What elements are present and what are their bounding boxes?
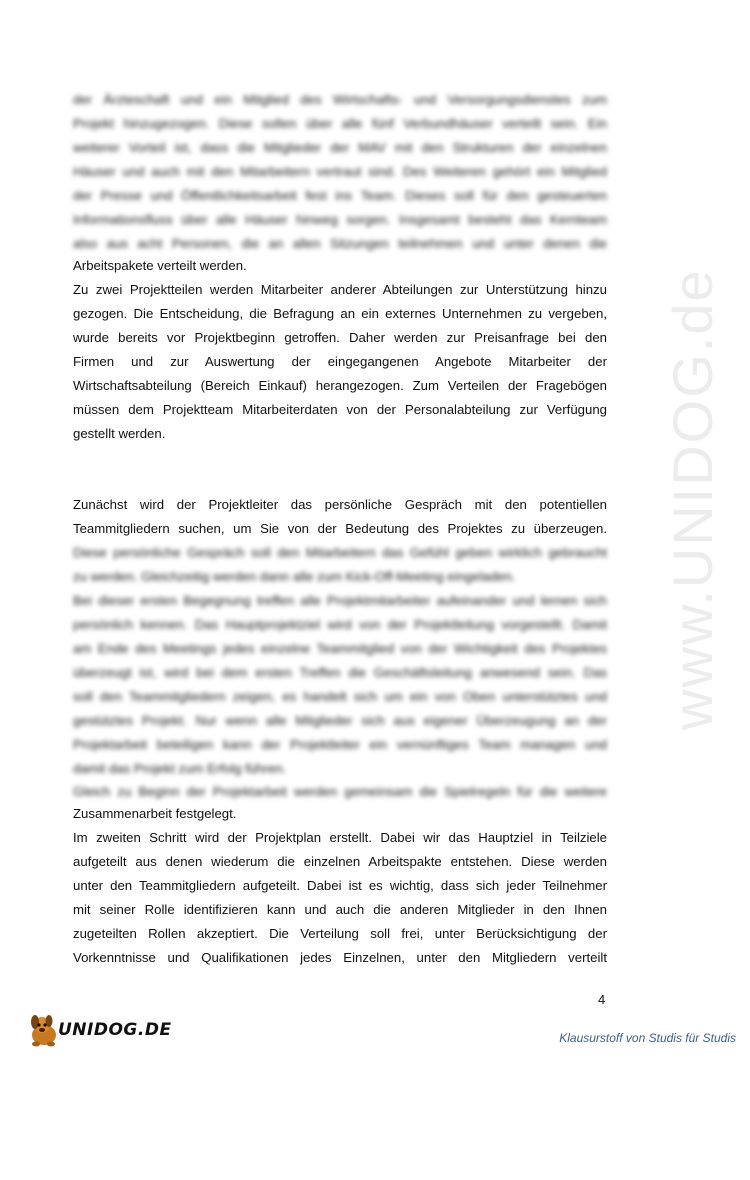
text-line: wurde bereits vor Projektbeginn getroffen. Daher werden zur Preisanfrage bei den bbox=[73, 330, 607, 345]
text-line: zu werden. Gleichzeitig werden dann alle zum Kick-Off-Meeting eingeladen. bbox=[73, 569, 516, 584]
text-line: Häuser und auch mit den Mitarbeitern vertraut sind. Des Weiteren gehört ein Mitglied bbox=[73, 164, 607, 179]
text-line: zugeteilten Rollen akzeptiert. Die Verteilung soll frei, unter Berücksichtigung der bbox=[73, 926, 607, 941]
text-line: unter den Teammitgliedern aufgeteilt. Dabei ist es wichtig, dass sich jeder Teilnehmer bbox=[73, 878, 607, 893]
text-line: Wirtschaftsabteilung (Bereich Einkauf) herangezogen. Zum Verteilen der Fragebögen bbox=[73, 378, 607, 393]
text-line: Teammitgliedern suchen, um Sie von der Bedeutung des Projektes zu überzeugen. bbox=[73, 521, 607, 536]
text-line: weiterer Vorteil ist, dass die Mitglieder der MAV mit den Strukturen der einzelnen bbox=[73, 140, 607, 155]
text-line: Im zweiten Schritt wird der Projektplan erstellt. Dabei wir das Hauptziel in Teilziele bbox=[73, 830, 607, 845]
text-line: Zunächst wird der Projektleiter das persönliche Gespräch mit den potentiellen bbox=[73, 497, 607, 512]
watermark-text: www.UNIDOG.de bbox=[661, 268, 724, 730]
page-number: 4 bbox=[598, 992, 606, 1007]
text-line: Vorkenntnisse und Qualifikationen jedes Einzelnen, unter den Mitgliedern verteilt bbox=[73, 950, 607, 965]
text-line: müssen dem Projektteam Mitarbeiterdaten von der Personalabteilung zur Verfügung bbox=[73, 402, 607, 417]
text-line: Firmen und zur Auswertung der eingegangenen Angebote Mitarbeiter der bbox=[73, 354, 607, 369]
text-line: also aus acht Personen, die an allen Sitzungen teilnehmen und unter denen die bbox=[73, 236, 607, 251]
text-line: Zusammenarbeit festgelegt. bbox=[73, 806, 237, 821]
text-line: gestellt werden. bbox=[73, 426, 166, 441]
text-line: Gleich zu Beginn der Projektarbeit werden gemeinsam die Spielregeln für die weitere bbox=[73, 784, 607, 799]
text-line: der Presse und Öffentlichkeitsarbeit fest ins Team. Dieses soll für den gesteuerten bbox=[73, 188, 607, 203]
text-line: soll den Teammitgliedern zeigen, es handelt sich um ein von Oben unterstütztes und bbox=[73, 689, 607, 704]
text-line: der Ärzteschaft und ein Mitglied des Wirtschafts- und Versorgungsdienstes zum bbox=[73, 92, 607, 107]
text-line: Diese persönliche Gespräch soll den Mitarbeitern das Gefühl geben wirklich gebraucht bbox=[73, 545, 607, 560]
text-line: Informationsfluss über alle Häuser hinweg sorgen. Insgesamt besteht das Kernteam bbox=[73, 212, 607, 227]
text-line: mit seiner Rolle identifizieren kann und auch die anderen Mitglieder in den Ihnen bbox=[73, 902, 607, 917]
text-line: gestütztes Projekt. Nur wenn alle Mitglieder sich aus eigener Überzeugung an der bbox=[73, 713, 607, 728]
text-line: gezogen. Die Entscheidung, die Befragung an ein externes Unternehmen zu vergeben, bbox=[73, 306, 607, 321]
text-line: Projekt hinzugezogen. Diese sollen über alle fünf Verbundhäuser verteilt sein. Ein bbox=[73, 116, 607, 131]
logo-text: UNIDOG.DE bbox=[58, 1020, 172, 1040]
text-line: überzeugt ist, wird bei dem ersten Treffen die Geschäftsleitung anwesend sein. Das bbox=[73, 665, 607, 680]
text-line: Projektarbeit beteiligen kann der Projektleiter ein vernünftiges Team managen und bbox=[73, 737, 607, 752]
text-line: Arbeitspakete verteilt werden. bbox=[73, 258, 247, 273]
text-line: persönlich kennen. Das Hauptprojektziel wird von der Projektleitung vorgestellt. Damit bbox=[73, 617, 607, 632]
text-line: aufgeteilt aus denen wiederum die einzelnen Arbeitspakte entstehen. Diese werden bbox=[73, 854, 607, 869]
text-line: am Ende des Meetings jedes einzelne Teammitglied von der Wichtigkeit des Projektes bbox=[73, 641, 607, 656]
footer-slogan: Klausurstoff von Studis für Studis bbox=[559, 1031, 736, 1045]
watermark bbox=[660, 268, 724, 1180]
text-line: Zu zwei Projektteilen werden Mitarbeiter anderer Abteilungen zur Unterstützung hinzu bbox=[73, 282, 607, 297]
text-line: Bei dieser ersten Begegnung treffen alle Projektmitarbeiter aufeinander und lernen sich bbox=[73, 593, 607, 608]
text-line: damit das Projekt zum Erfolg führen. bbox=[73, 761, 287, 776]
